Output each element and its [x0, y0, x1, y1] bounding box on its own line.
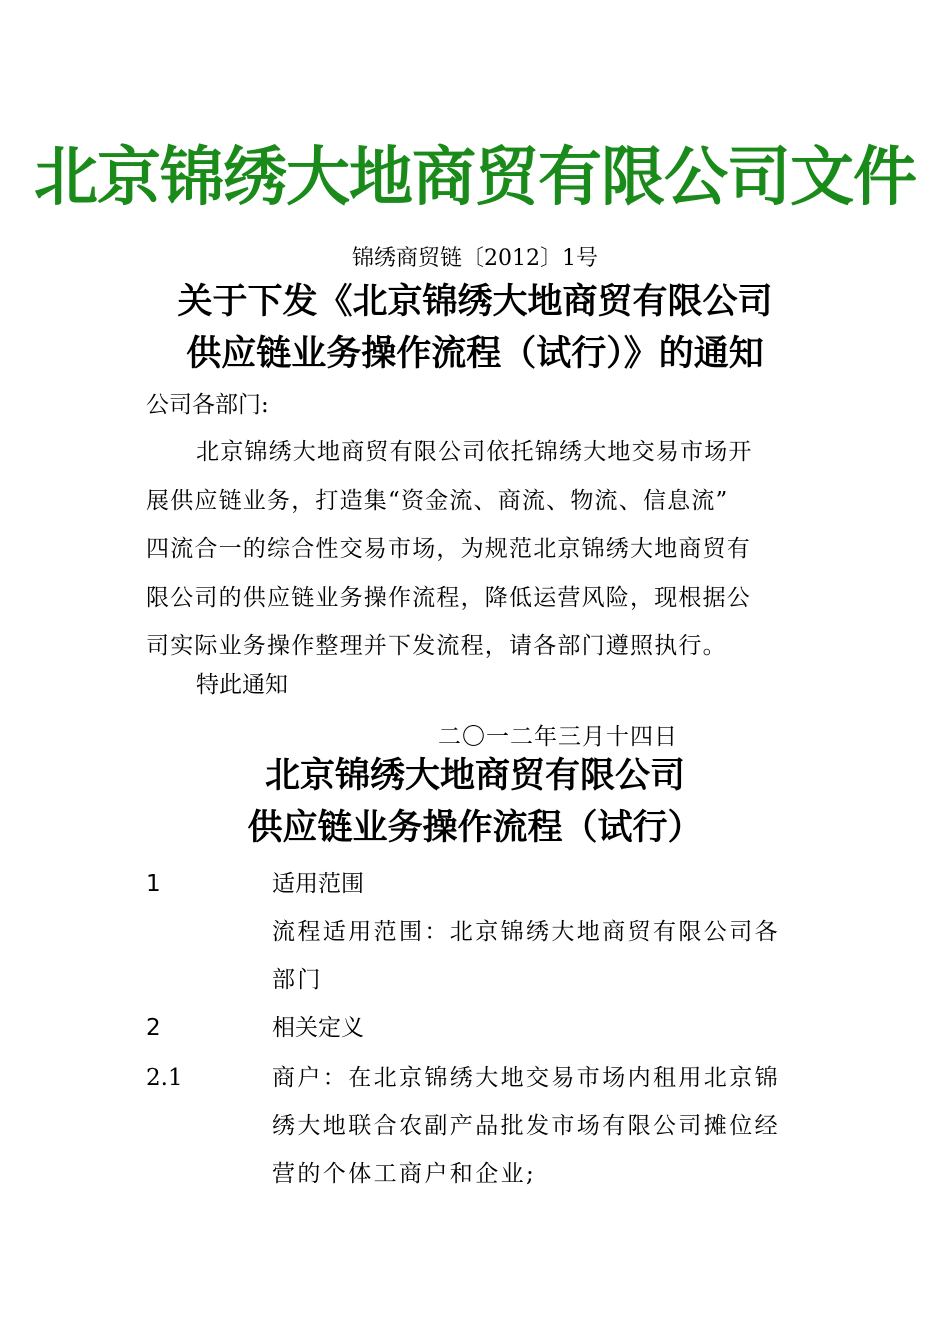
process-title-line-2: 供应链业务操作流程（试行） [247, 807, 703, 848]
body-line-4: 限公司的供应链业务操作流程，降低运营风险，现根据公 [146, 584, 751, 611]
section-heading: 适用范围 [272, 871, 364, 897]
process-title-line-1: 北京锦绣大地商贸有限公司 [264, 755, 685, 796]
body-paragraph [146, 428, 811, 671]
section-2-1 [146, 1054, 811, 1198]
section-text [272, 1054, 812, 1198]
section-text-line: 营的个体工商户和企业; [272, 1161, 537, 1187]
closing-text: 特此通知 [196, 672, 288, 698]
section-number: 1 [146, 871, 161, 897]
section-2 [146, 1004, 811, 1052]
section-text-line: 商户：在北京锦绣大地交易市场内租用北京锦 [272, 1065, 780, 1091]
body-line-3: 四流合一的综合性交易市场，为规范北京锦绣大地商贸有 [146, 536, 751, 563]
document-number: 锦绣商贸链〔2012〕1号 [352, 246, 598, 271]
section-heading: 相关定义 [272, 1015, 364, 1041]
salutation: 公司各部门: [146, 392, 269, 418]
section-text [272, 908, 812, 1004]
section-number: 2 [146, 1015, 161, 1041]
section-text-line: 绣大地联合农副产品批发市场有限公司摊位经 [272, 1113, 780, 1139]
masthead-title: 北京锦绣大地商贸有限公司文件 [34, 141, 916, 215]
section-text-line: 流程适用范围：北京锦绣大地商贸有限公司各 [272, 919, 780, 945]
issue-date: 二〇一二年三月十四日 [438, 724, 678, 750]
section-1 [146, 860, 811, 908]
section-text-line: 部门 [272, 967, 323, 993]
body-line-5: 司实际业务操作整理并下发流程，请各部门遵照执行。 [146, 633, 727, 660]
notice-title [0, 276, 950, 380]
body-line-2: 展供应链业务，打造集“资金流、商流、物流、信息流” [146, 487, 729, 514]
body-line-1: 北京锦绣大地商贸有限公司依托锦绣大地交易市场开 [196, 439, 753, 465]
section-number: 2.1 [146, 1065, 183, 1091]
notice-title-line-2: 供应链业务操作流程（试行）》的通知 [186, 333, 764, 374]
process-title [0, 750, 950, 854]
section-1-body [146, 908, 811, 1004]
notice-title-line-1: 关于下发《北京锦绣大地商贸有限公司 [177, 281, 773, 322]
